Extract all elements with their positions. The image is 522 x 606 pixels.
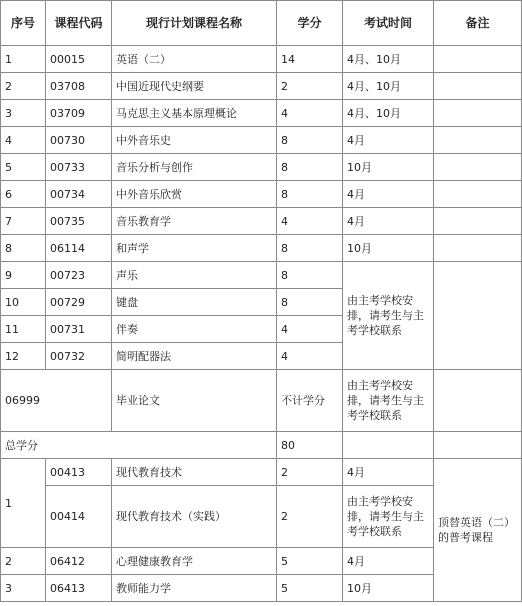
cell-name: 马克思主义基本原理概论: [112, 100, 277, 127]
cell-credit: 8: [277, 154, 343, 181]
cell-thesis-name: 毕业论文: [112, 370, 277, 432]
cell-code: 00731: [46, 316, 112, 343]
cell-credit: 8: [277, 289, 343, 316]
cell-exam-time: 4月: [343, 548, 434, 575]
cell-credit: 4: [277, 316, 343, 343]
cell-total-label: 总学分: [1, 432, 277, 459]
cell-credit: 2: [277, 459, 343, 486]
cell-credit: 8: [277, 181, 343, 208]
cell-exam-time: 4月: [343, 127, 434, 154]
cell-credit: 8: [277, 262, 343, 289]
cell-no: 4: [1, 127, 46, 154]
cell-exam-time: 4月: [343, 181, 434, 208]
header-exam-time: 考试时间: [343, 1, 434, 46]
cell-no: 1: [1, 459, 46, 548]
cell-name: 伴奏: [112, 316, 277, 343]
cell-thesis-credit: 不计学分: [277, 370, 343, 432]
cell-note: [434, 73, 522, 100]
cell-credit: 4: [277, 343, 343, 370]
cell-code: 00732: [46, 343, 112, 370]
cell-credit: 5: [277, 575, 343, 602]
cell-name: 和声学: [112, 235, 277, 262]
cell-exam-time: 10月: [343, 235, 434, 262]
header-name: 现行计划课程名称: [112, 1, 277, 46]
table-row: [1, 154, 522, 181]
cell-code: 00729: [46, 289, 112, 316]
table-row: [1, 127, 522, 154]
cell-code: 00730: [46, 127, 112, 154]
cell-no: 8: [1, 235, 46, 262]
cell-name: 声乐: [112, 262, 277, 289]
cell-credit: 5: [277, 548, 343, 575]
cell-exam-time: 由主考学校安排，请考生与主考学校联系: [343, 486, 434, 548]
cell-name: 中外音乐欣赏: [112, 181, 277, 208]
cell-no: 3: [1, 575, 46, 602]
cell-credit: 4: [277, 100, 343, 127]
cell-total-value: 80: [277, 432, 343, 459]
cell-code: 00723: [46, 262, 112, 289]
cell-no: 5: [1, 154, 46, 181]
cell-note: [434, 127, 522, 154]
cell-name: 键盘: [112, 289, 277, 316]
cell-code: 00734: [46, 181, 112, 208]
cell-code: 00735: [46, 208, 112, 235]
cell-name: 音乐教育学: [112, 208, 277, 235]
cell-thesis-exam-time: 由主考学校安排，请考生与主考学校联系: [343, 370, 434, 432]
cell-name: 现代教育技术: [112, 459, 277, 486]
header-code: 课程代码: [46, 1, 112, 46]
cell-note: [434, 181, 522, 208]
cell-note: [434, 262, 522, 370]
cell-credit: 4: [277, 208, 343, 235]
cell-name: 心理健康教育学: [112, 548, 277, 575]
cell-exam-time-school-arranged: 由主考学校安排，请考生与主考学校联系: [343, 262, 434, 370]
cell-no: 7: [1, 208, 46, 235]
cell-name: 现代教育技术（实践）: [112, 486, 277, 548]
cell-credit: 2: [277, 73, 343, 100]
table-row: [1, 235, 522, 262]
cell-no: 11: [1, 316, 46, 343]
table-row: [1, 208, 522, 235]
cell-name: 简明配器法: [112, 343, 277, 370]
thesis-row: [1, 370, 522, 432]
total-row: [1, 432, 522, 459]
table-row: [1, 181, 522, 208]
cell-note: [434, 46, 522, 73]
cell-no: 2: [1, 548, 46, 575]
cell-no: 12: [1, 343, 46, 370]
cell-exam-time: 4月、10月: [343, 73, 434, 100]
cell-no: 2: [1, 73, 46, 100]
header-note: 备注: [434, 1, 522, 46]
cell-exam-time: 10月: [343, 575, 434, 602]
header-credit: 学分: [277, 1, 343, 46]
substitute-row: [1, 459, 522, 486]
cell-note: [434, 432, 522, 459]
cell-exam-time: 4月: [343, 459, 434, 486]
cell-no: 3: [1, 100, 46, 127]
table-row: [1, 46, 522, 73]
cell-credit: 8: [277, 235, 343, 262]
cell-note: [434, 370, 522, 432]
cell-code: 00733: [46, 154, 112, 181]
cell-name: 中外音乐史: [112, 127, 277, 154]
cell-code: 06413: [46, 575, 112, 602]
header-no: 序号: [1, 1, 46, 46]
cell-no: 9: [1, 262, 46, 289]
cell-no: 6: [1, 181, 46, 208]
cell-credit: 8: [277, 127, 343, 154]
cell-code: 06114: [46, 235, 112, 262]
cell-code: 03709: [46, 100, 112, 127]
cell-credit: 2: [277, 486, 343, 548]
cell-name: 中国近现代史纲要: [112, 73, 277, 100]
cell-no: 1: [1, 46, 46, 73]
cell-code: 00413: [46, 459, 112, 486]
cell-note: [434, 235, 522, 262]
cell-note: [434, 154, 522, 181]
cell-exam-time: 10月: [343, 154, 434, 181]
cell-code: 00015: [46, 46, 112, 73]
cell-code: 06412: [46, 548, 112, 575]
cell-code: 00414: [46, 486, 112, 548]
cell-name: 音乐分析与创作: [112, 154, 277, 181]
cell-exam-time: 4月: [343, 208, 434, 235]
cell-code: 03708: [46, 73, 112, 100]
cell-no: 10: [1, 289, 46, 316]
cell-credit: 14: [277, 46, 343, 73]
cell-substitute-note: 顶替英语（二）的普考课程: [434, 459, 522, 602]
cell-exam-time: 4月、10月: [343, 100, 434, 127]
cell-name: 英语（二）: [112, 46, 277, 73]
cell-note: [434, 100, 522, 127]
table-row: [1, 100, 522, 127]
table-row: [1, 73, 522, 100]
cell-thesis-code: 06999: [1, 370, 112, 432]
cell-name: 教师能力学: [112, 575, 277, 602]
cell-exam-time: 4月、10月: [343, 46, 434, 73]
table-row: [1, 262, 522, 289]
table-header-row: [1, 1, 522, 46]
cell-exam-time: [343, 432, 434, 459]
cell-note: [434, 208, 522, 235]
